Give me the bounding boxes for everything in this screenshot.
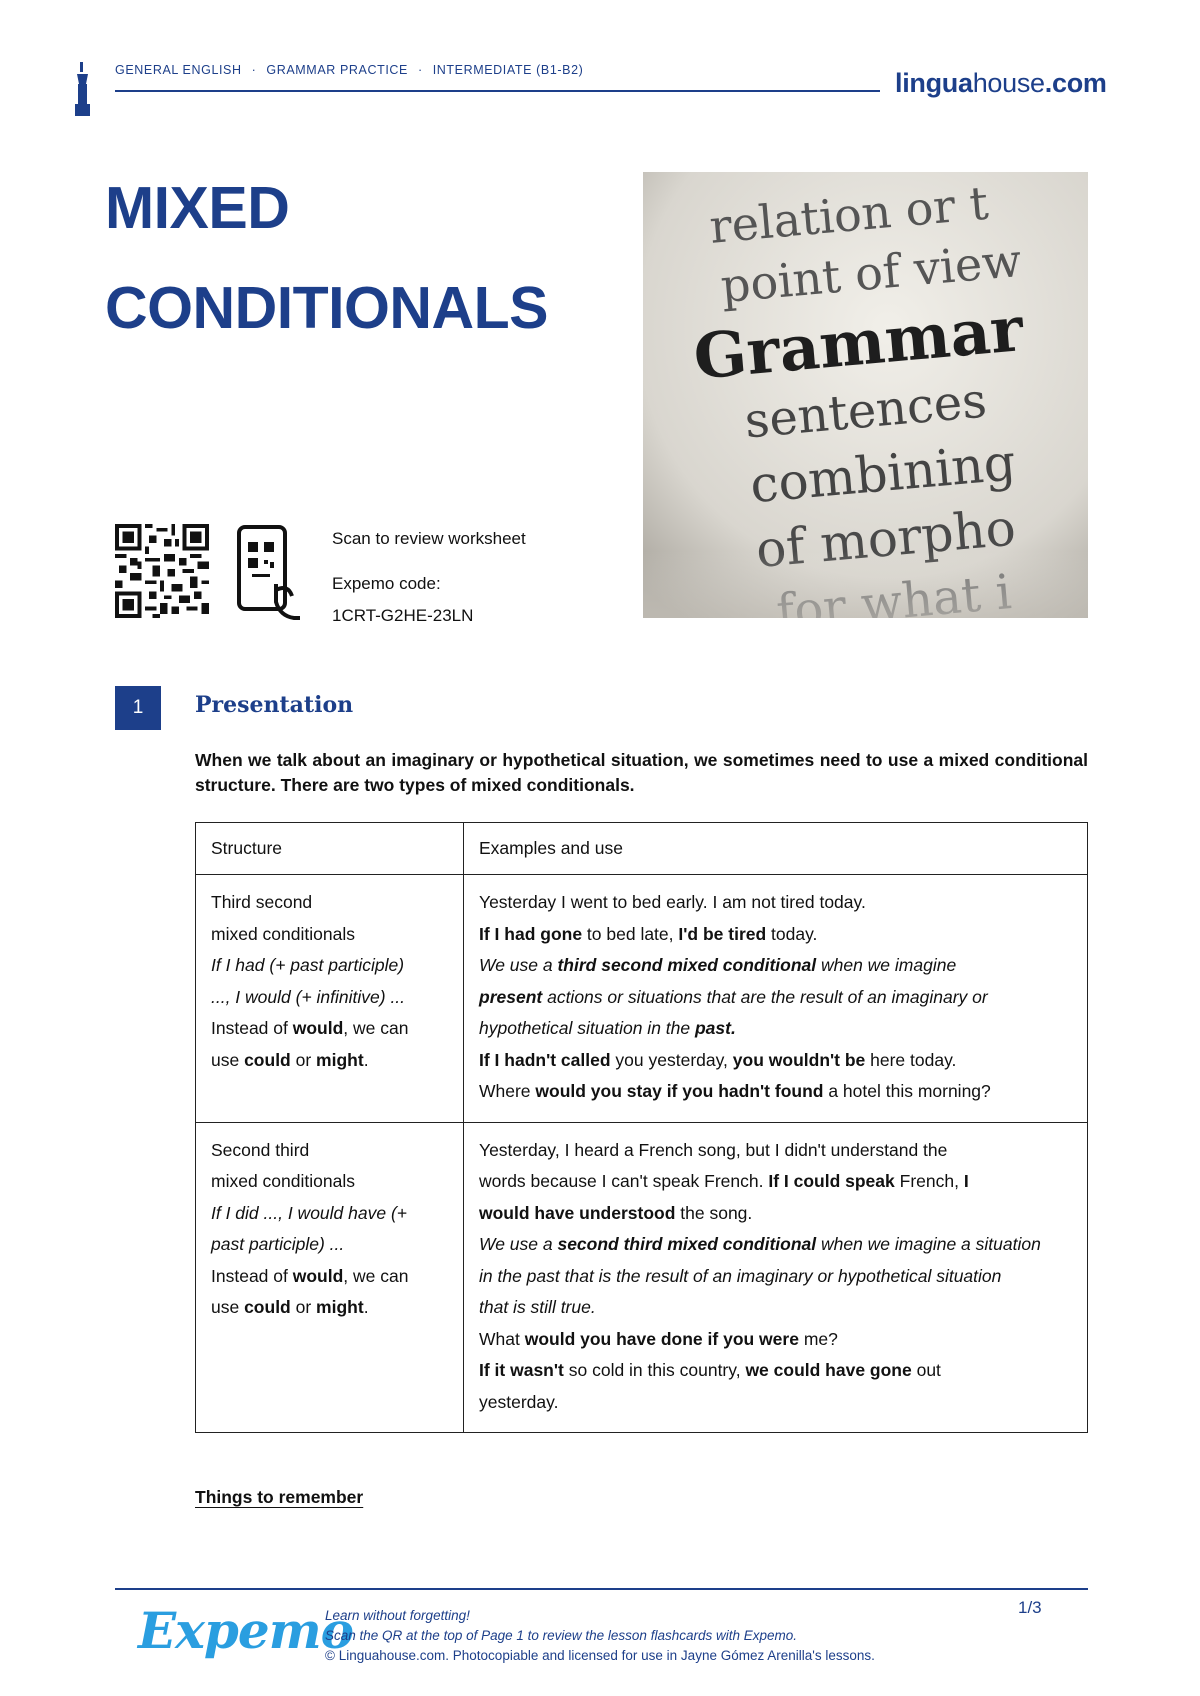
structure-note: use could or might. [211, 1297, 369, 1317]
footer-copyright: © Linguahouse.com. Photocopiable and licensed for use in Jayne Gómez Arenilla's lessons. [325, 1648, 875, 1663]
breadcrumb-item: INTERMEDIATE (B1-B2) [432, 63, 584, 77]
example-line: We use a second third mixed conditional when we imagine a situation [479, 1234, 1041, 1254]
example-line: We use a third second mixed conditional when we imagine [479, 955, 957, 975]
header-divider [115, 90, 880, 92]
example-line: yesterday. [479, 1391, 559, 1412]
brand-light: house [972, 68, 1045, 98]
breadcrumb-item: GENERAL ENGLISH [115, 63, 242, 77]
table-row [196, 1122, 1088, 1433]
table-header-cell: Examples and use [464, 823, 1088, 875]
brand-suffix: .com [1044, 68, 1107, 98]
scan-info [332, 523, 526, 632]
statue-of-liberty-icon [72, 60, 94, 116]
structure-cell [196, 1122, 464, 1433]
structure-name: mixed conditionals [211, 1171, 355, 1191]
title-line: MIXED [105, 175, 290, 241]
footer-divider [115, 1588, 1088, 1590]
breadcrumb [115, 63, 583, 77]
table-row [196, 875, 1088, 1123]
structure-form: If I had (+ past participle) [211, 955, 405, 975]
breadcrumb-item: GRAMMAR PRACTICE [266, 63, 408, 77]
examples-cell [464, 875, 1088, 1123]
conditionals-table [195, 822, 1088, 1433]
example-line: words because I can't speak French. If I could speak French, I [479, 1171, 969, 1191]
example-line: If it wasn't so cold in this country, we could have gone out [479, 1360, 941, 1380]
structure-form: past participle) ... [211, 1234, 345, 1254]
example-line: What would you have done if you were me? [479, 1328, 838, 1349]
example-line: If I had gone to bed late, I'd be tired today. [479, 923, 818, 944]
example-line: present actions or situations that are the result of an imaginary or [479, 986, 988, 1007]
section-intro: When we talk about an imaginary or hypothetical situation, we sometimes need to use a mixed conditional structure. There are two types of mixed conditionals. [195, 750, 1088, 795]
qr-code[interactable] [115, 524, 209, 618]
page-title [105, 158, 548, 358]
footer-instruction: Scan the QR at the top of Page 1 to review the lesson flashcards with Expemo. [325, 1628, 798, 1643]
example-line: in the past that is the result of an imaginary or hypothetical situation [479, 1265, 1002, 1286]
structure-name: Third second [211, 892, 313, 912]
table-header-row [196, 823, 1088, 875]
phone-scan-icon [236, 524, 302, 620]
example-line: Yesterday, I heard a French song, but I didn't understand the [479, 1139, 948, 1160]
structure-note: Instead of would, we can [211, 1018, 409, 1038]
structure-note: use could or might. [211, 1049, 369, 1070]
breadcrumb-separator: · [417, 63, 423, 77]
breadcrumb-separator: · [251, 63, 257, 77]
structure-note: Instead of would, we can [211, 1265, 409, 1286]
examples-cell [464, 1122, 1088, 1433]
expemo-code-label: Expemo code: [332, 574, 441, 593]
expemo-code: 1CRT-G2HE-23LN [332, 606, 474, 625]
structure-name: mixed conditionals [211, 923, 355, 944]
example-line: Where would you stay if you hadn't found a hotel this morning? [479, 1081, 991, 1101]
brand-bold: lingua [895, 68, 973, 98]
structure-form: If I did ..., I would have (+ [211, 1202, 408, 1223]
example-line: would have understood the song. [479, 1202, 753, 1223]
footer-text [325, 1606, 875, 1666]
footer-tagline: Learn without forgetting! [325, 1608, 470, 1623]
expemo-logo: Expemo [138, 1601, 353, 1660]
example-line: If I hadn't called you yesterday, you wouldn't be here today. [479, 1049, 957, 1070]
structure-cell [196, 875, 464, 1123]
structure-name: Second third [211, 1139, 310, 1160]
page-number: 1/3 [1018, 1598, 1042, 1617]
title-line: CONDITIONALS [105, 275, 549, 341]
example-line: Yesterday I went to bed early. I am not tired today. [479, 892, 866, 912]
brand-logo [895, 68, 1107, 99]
grammar-dictionary-photo [643, 172, 1088, 618]
section-number: 1 [115, 686, 161, 730]
things-to-remember-heading: Things to remember [195, 1487, 364, 1507]
structure-form: ..., I would (+ infinitive) ... [211, 986, 406, 1007]
section-title: Presentation [195, 692, 354, 718]
example-line: hypothetical situation in the past. [479, 1018, 736, 1038]
scan-label: Scan to review worksheet [332, 529, 526, 548]
table-header-cell: Structure [196, 823, 464, 875]
example-line: that is still true. [479, 1297, 596, 1317]
